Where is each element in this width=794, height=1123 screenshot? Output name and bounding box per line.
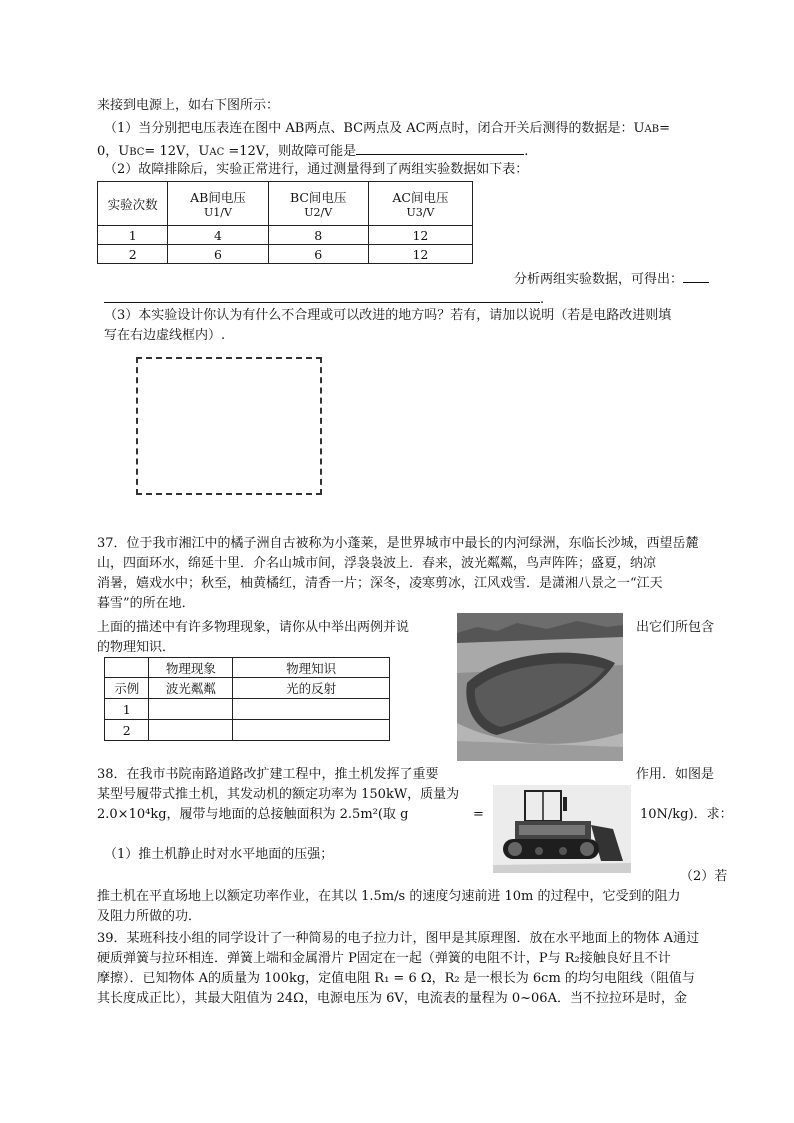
q38-line3-right: 10N/kg)．求： — [640, 807, 733, 822]
q39-line3: 摩擦）．已知物体 A的质量为 100kg，定值电阻 R₁ = 6 Ω，R₂ 是一根长为 6cm 的均匀电阻线（阻值与 — [97, 971, 695, 986]
q38-part1: （1）推土机静止时对水平地面的压强； — [104, 847, 334, 862]
q36-part3-line2: 写在右边虚线框内）. — [104, 328, 226, 343]
circuit-answer-dashed-box[interactable] — [136, 357, 322, 495]
q38-line1-left: 38．在我市书院南路道路改扩建工程中，推土机发挥了重要 — [97, 767, 439, 782]
table-row: 1 4 8 12 — [98, 226, 473, 245]
physics-phenomena-table — [104, 657, 390, 741]
analysis-blank-start[interactable] — [683, 268, 709, 283]
col-header-uab: AB间电压 U1/V — [168, 182, 268, 226]
q37-line5-left: 上面的描述中有许多物理现象，请你从中举出两例并说 — [97, 620, 410, 635]
header-phenomenon: 物理现象 — [149, 658, 233, 678]
col-header-trial: 实验次数 — [98, 182, 168, 226]
col-header-uac: AC间电压 U3/V — [368, 182, 472, 226]
q38-part2-tag: （2）若 — [680, 869, 728, 884]
q37-line5-right: 出它们所包含 — [636, 620, 715, 635]
fault-answer-blank[interactable] — [356, 140, 524, 155]
q36-analysis-cont: . — [104, 288, 544, 309]
q36-part2-text: （2）故障排除后，实验正常进行，通过测量得到了两组实验数据如下表： — [104, 162, 529, 177]
q36-part1-line2: 0，UBC= 12V，UAC =12V，则故障可能是 . — [97, 140, 528, 162]
q39-line1: 39．某班科技小组的同学设计了一种简易的电子拉力计，图甲是其原理图．放在水平地面上的物体 A通过 — [97, 931, 700, 946]
q38-line3-eq: = — [473, 807, 484, 822]
q38-line3-left: 2.0×10⁴kg，履带与地面的总接触面积为 2.5m²(取 g — [97, 807, 409, 822]
bulldozer-image — [493, 785, 631, 873]
q37-line2: 山，四面环水，绵延十里．介名山城市间，浮袅袅波上．春来，波光粼粼，鸟声阵阵；盛夏，纳凉 — [97, 556, 657, 571]
table-row: 1 — [105, 699, 390, 720]
answer-cell[interactable] — [149, 699, 233, 720]
answer-cell[interactable] — [233, 720, 390, 741]
q38-line2: 某型号履带式推土机，其发动机的额定功率为 150kW，质量为 — [97, 787, 460, 802]
q37-line6: 的物理知识． — [97, 640, 176, 655]
q36-part1-line1: （1）当分别把电压表连在图中 AB两点、BC两点及 AC两点时，闭合开关后测得的数据是：UAB= — [104, 121, 670, 136]
bulldozer-photo — [493, 785, 631, 873]
answer-cell[interactable] — [149, 720, 233, 741]
analysis-blank[interactable] — [104, 288, 540, 303]
q36-analysis: 分析两组实验数据，可得出： — [514, 268, 709, 289]
q38-part2-line2: 及阻力所做的功． — [97, 909, 202, 924]
q37-line3: 消暑，嬉戏水中；秋至，柚黄橘红，清香一片；深冬，凌寒剪冰，江风戏雪．是潇湘八景之一“江天 — [97, 576, 663, 591]
q38-line1-right: 作用．如图是 — [636, 767, 715, 782]
table-row: 2 6 6 12 — [98, 245, 473, 264]
answer-cell[interactable] — [233, 699, 390, 720]
voltage-data-table — [97, 181, 473, 264]
q36-part3-line1: （3）本实验设计你认为有什么不合理或可以改进的地方吗？若有，请加以说明（若是电路改进则填 — [104, 308, 672, 323]
table-row: 2 — [105, 720, 390, 741]
col-header-ubc: BC间电压 U2/V — [268, 182, 368, 226]
q36-intro: 来接到电源上，如右下图所示： — [97, 98, 280, 113]
q39-line2: 硬质弹簧与拉环相连．弹簧上端和金属滑片 P固定在一起（弹簧的电阻不计，P与 R₂接触良好且不计 — [97, 951, 671, 966]
table-row: 示例 波光粼粼 光的反射 — [105, 678, 390, 699]
header-knowledge: 物理知识 — [233, 658, 390, 678]
orange-island-photo — [457, 613, 623, 761]
q37-line4: 暮雪”的所在地． — [97, 596, 195, 611]
q37-line1: 37．位于我市湘江中的橘子洲自古被称为小蓬莱，是世界城市中最长的内河绿洲，东临长沙城，西望岳麓 — [97, 536, 699, 551]
q38-part2-line1: 推土机在平直场地上以额定功率作业，在其以 1.5m/s 的速度匀速前进 10m 的过程中，它受到的阻力 — [97, 889, 681, 904]
island-image — [457, 613, 623, 761]
q39-line4: 其长度成正比），其最大阻值为 24Ω，电源电压为 6V，电流表的量程为 0~06A．当不拉拉环是时，金 — [97, 991, 687, 1006]
